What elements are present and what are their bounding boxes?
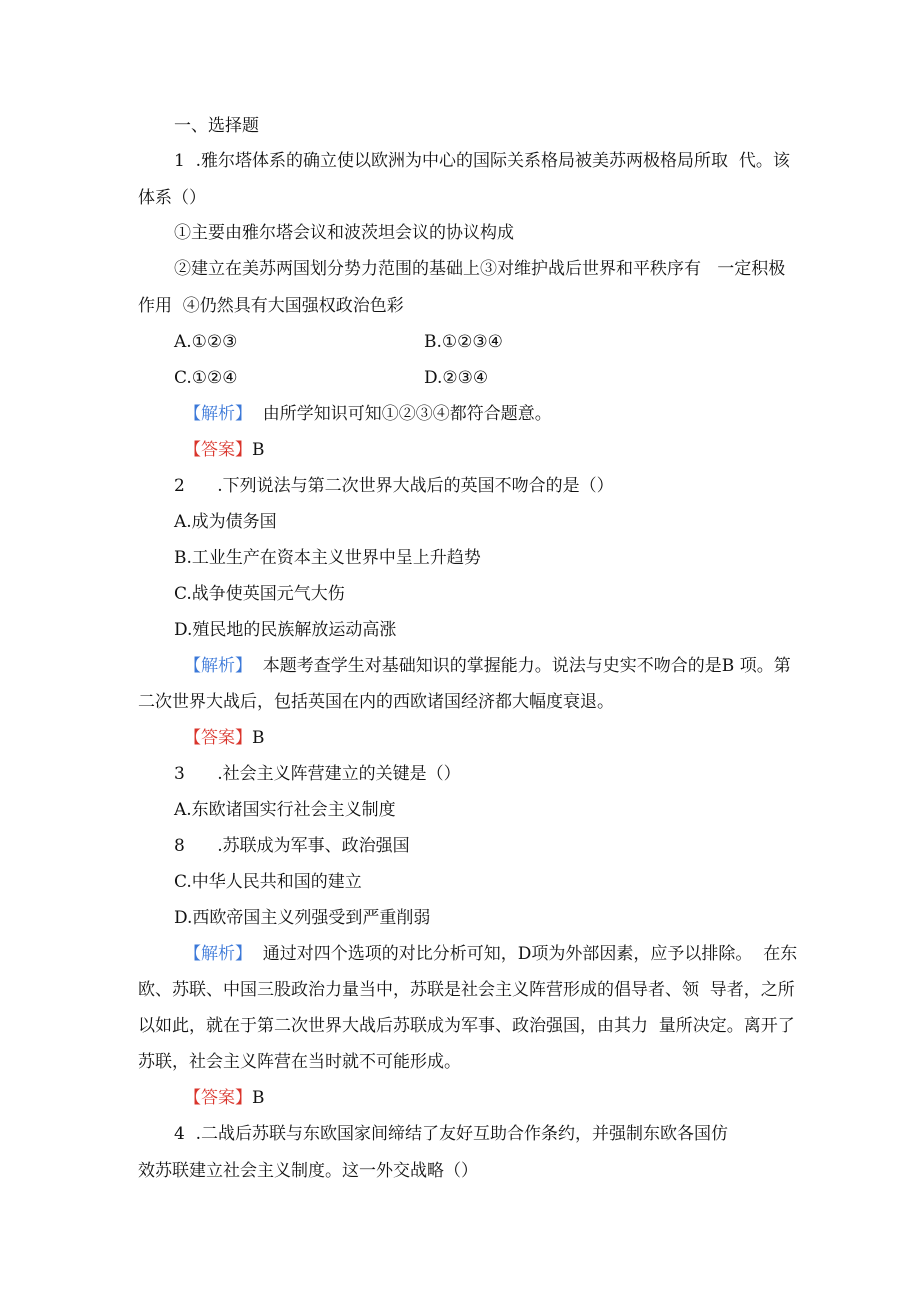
q2-analysis-text: 本题考查学生对基础知识的掌握能力。说法与史实不吻合的是B 项。第 — [252, 656, 791, 676]
q4-stem-line1: 4 .二战后苏联与东欧国家间缔结了友好互助合作条约，并强制东欧各国仿 — [174, 1124, 729, 1144]
q3-stem: 3 .社会主义阵营建立的关键是（） — [174, 764, 461, 784]
q2-option-b: B.工业生产在资本主义世界中呈上升趋势 — [174, 548, 481, 568]
q3-analysis-line2: 欧、苏联、中国三股政治力量当中，苏联是社会主义阵营形成的倡导者、领 导者，之所 — [138, 980, 795, 1000]
q1-option-b: B.①②③④ — [424, 332, 503, 352]
q3-analysis-line1 — [184, 943, 797, 965]
analysis-tag: 【解析】 — [184, 656, 252, 676]
q2-option-a: A.成为债务国 — [174, 512, 277, 532]
q3-answer-value: B — [252, 1088, 265, 1108]
q3-analysis-text: 通过对四个选项的对比分析可知，D项为外部因素，应予以排除。 在东 — [252, 944, 798, 964]
q1-statement-2-3: ②建立在美苏两国划分势力范围的基础上③对维护战后世界和平秩序有 一定积极 — [174, 259, 786, 279]
q3-analysis-line3: 以如此，就在于第二次世界大战后苏联成为军事、政治强国，由其力 量所决定。离开了 — [138, 1016, 795, 1036]
q1-statement-3-4: 作用 ④仍然具有大国强权政治色彩 — [138, 296, 404, 316]
q3-option-b: 8 .苏联成为军事、政治强国 — [174, 836, 410, 856]
q1-analysis-text: 由所学知识可知①②③④都符合题意。 — [252, 404, 552, 424]
q1-analysis — [184, 403, 552, 425]
analysis-tag: 【解析】 — [184, 944, 252, 964]
q2-analysis-line2: 二次世界大战后，包括英国在内的西欧诸国经济都大幅度衰退。 — [138, 692, 614, 712]
q2-option-c: C.战争使英国元气大伤 — [174, 584, 345, 604]
q3-analysis-line4: 苏联，社会主义阵营在当时就不可能形成。 — [138, 1052, 461, 1072]
q1-option-c: C.①②④ — [174, 368, 238, 388]
q1-statement-1: ①主要由雅尔塔会议和波茨坦会议的协议构成 — [174, 223, 514, 243]
q2-analysis-line1 — [184, 655, 791, 677]
q3-option-d: D.西欧帝国主义列强受到严重削弱 — [174, 908, 431, 928]
q3-option-c: C.中华人民共和国的建立 — [174, 872, 362, 892]
q2-option-d: D.殖民地的民族解放运动高涨 — [174, 620, 397, 640]
q1-option-d: D.②③④ — [424, 368, 489, 388]
q1-option-a: A.①②③ — [174, 332, 238, 352]
answer-tag: 【答案】 — [184, 440, 252, 460]
q4-stem-line2: 效苏联建立社会主义制度。这一外交战略（） — [138, 1161, 478, 1181]
q2-stem: 2 .下列说法与第二次世界大战后的英国不吻合的是（） — [174, 476, 614, 496]
analysis-tag: 【解析】 — [184, 404, 252, 424]
q1-stem-line2: 体系（） — [138, 188, 206, 208]
q1-answer-value: B — [252, 440, 265, 460]
q1-stem-line1: 1 .雅尔塔体系的确立使以欧洲为中心的国际关系格局被美苏两极格局所取 代。该 — [174, 151, 790, 171]
answer-tag: 【答案】 — [184, 728, 252, 748]
q2-answer — [184, 727, 265, 749]
q1-answer — [184, 439, 265, 461]
q2-answer-value: B — [252, 728, 265, 748]
q3-answer — [184, 1087, 265, 1109]
answer-tag: 【答案】 — [184, 1088, 252, 1108]
section-title: 一、选择题 — [174, 116, 259, 136]
q3-option-a: A.东欧诸国实行社会主义制度 — [174, 800, 396, 820]
